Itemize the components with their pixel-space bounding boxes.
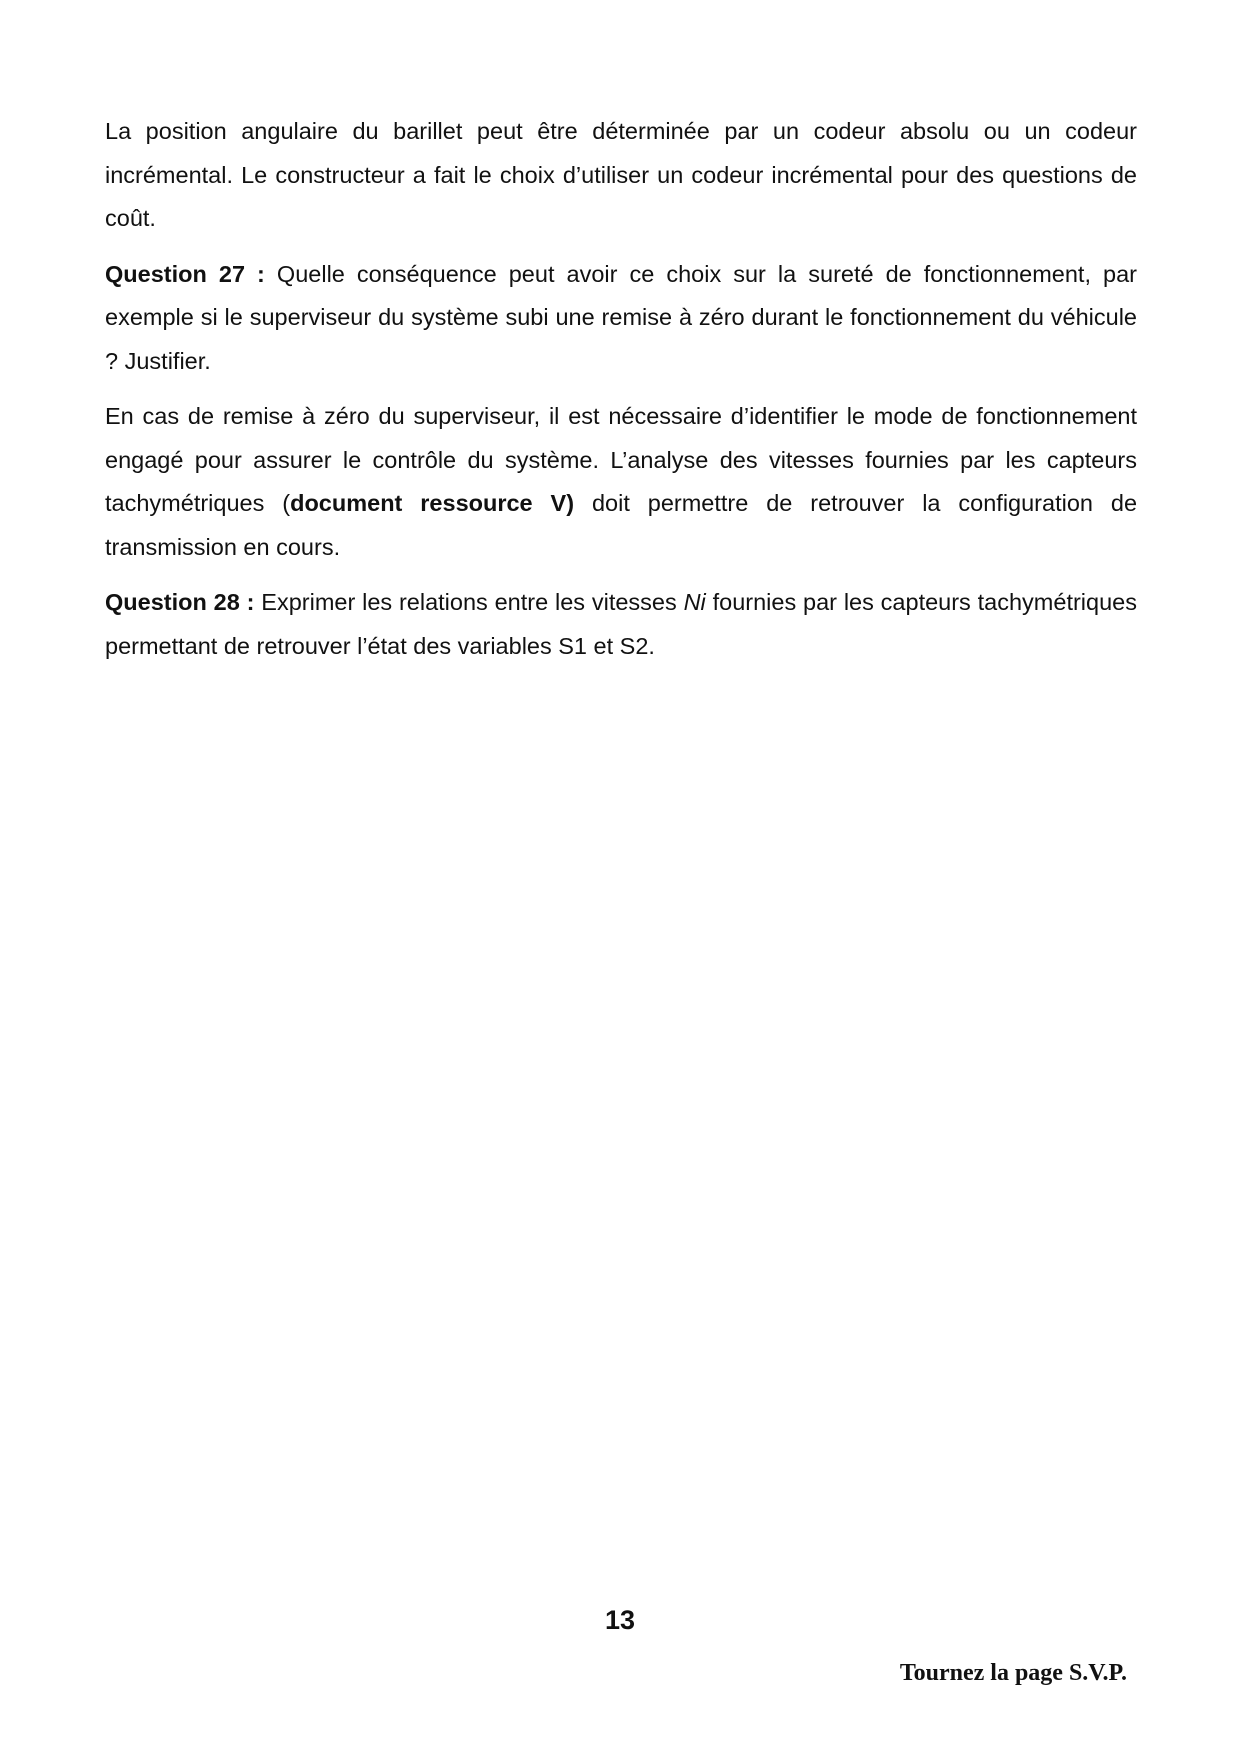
paragraph-reset-text-before: En cas de remise à zéro du superviseur, il est nécessaire d’identifier le mode de fonctionnement engagé pour assurer le contrôle du système. L’analyse des vitesses fournies par les capteurs tachymétriques ( — [105, 403, 1137, 516]
paragraph-reset-document-ref: document ressource V) — [290, 490, 575, 516]
question-27-text: Quelle conséquence peut avoir ce choix sur la sureté de fonctionnement, par exemple si le superviseur du système subi une remise à zéro durant le fonctionnement du véhicule ? Justifier. — [105, 260, 1137, 374]
paragraph-reset — [105, 395, 1137, 569]
page-number: 13 — [604, 1605, 636, 1635]
page-body — [105, 110, 1137, 680]
turn-page-note: Tournez la page S.V.P. — [899, 1660, 1127, 1686]
paragraph-intro-text: La position angulaire du barillet peut être déterminée par un codeur absolu ou un codeur incrémental. Le constructeur a fait le choix d’utiliser un codeur incrémental pour des questions de coût. — [105, 118, 1137, 231]
question-28-text-after: fournies par les capteurs tachymétriques permettant de retrouver l’état des variables S1 et S2. — [105, 589, 1137, 659]
question-27-label: Question 27 : — [105, 260, 265, 287]
question-28-label: Question 28 : — [105, 589, 255, 615]
question-27 — [105, 253, 1137, 384]
question-28 — [105, 581, 1137, 668]
question-28-variable: Ni — [683, 589, 706, 615]
paragraph-intro — [105, 110, 1137, 241]
paragraph-reset-text-after: doit permettre de retrouver la configuration de transmission en cours. — [105, 490, 1138, 560]
question-28-text-before: Exprimer les relations entre les vitesses — [254, 589, 684, 615]
